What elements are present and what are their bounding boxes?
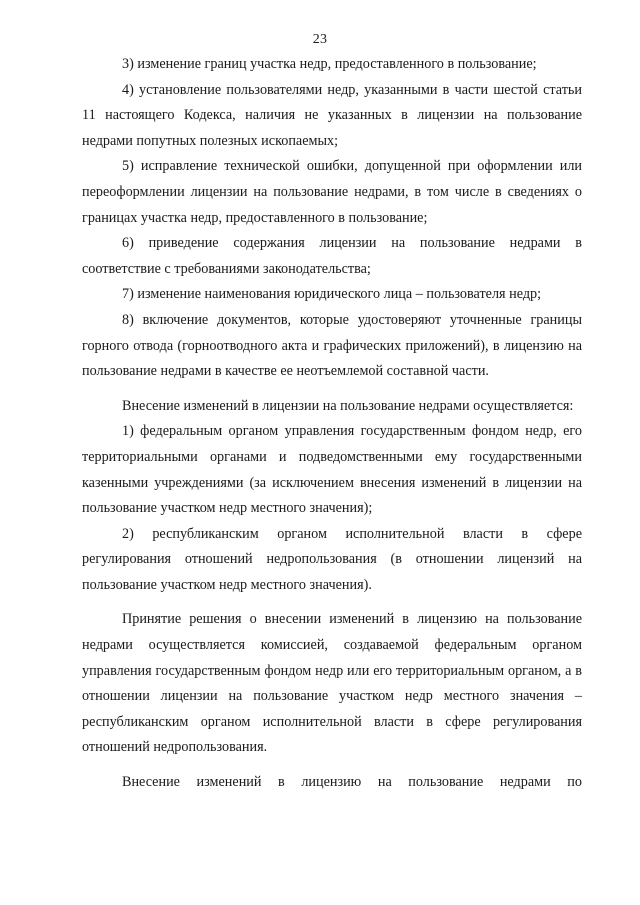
paragraph-decision-commission: Принятие решения о внесении изменений в лицензию на пользование недрами осуществляется комиссией, создаваемой федеральным органом управления государственным фондом недр или его территориальным органом, а в отношении лицензии на пользование участком недр местного значения – республиканским органом исполнительной власти в сфере регулирования отношений недропользования. xyxy=(82,611,582,756)
paragraph-continued: Внесение изменений в лицензию на пользование недрами по xyxy=(122,774,582,791)
page-number: 23 xyxy=(312,32,328,47)
paragraph-item-7: 7) изменение наименования юридического лица – пользователя недр; xyxy=(122,286,542,303)
paragraph-item-3: 3) изменение границ участка недр, предоставленного в пользование; xyxy=(122,56,537,72)
paragraph-item-5: 5) исправление технической ошибки, допущенной при оформлении или переоформлении лицензии на пользование недрами, в том числе в сведениях о границах участка недр, предоставленного в пользование; xyxy=(82,158,582,226)
paragraph-republican-body: 2) республиканским органом исполнительной власти в сфере регулирования отношений недропользования (в отношении лицензий на пользование участком недр местного значения). xyxy=(82,525,582,593)
paragraph-item-4: 4) установление пользователями недр, указанными в части шестой статьи 11 настоящего Кодекса, наличия не указанных в лицензии на пользование недрами попутных полезных ископаемых; xyxy=(82,81,582,149)
document-body xyxy=(82,52,582,796)
paragraph-federal-body: 1) федеральным органом управления государственным фондом недр, его территориальными органами и подведомственными ему государственными казенными учреждениями (за исключением внесения изменений в лицензии на пользование участком недр местного значения); xyxy=(82,423,582,517)
paragraph-amendment-intro: Внесение изменений в лицензии на пользование недрами осуществляется: xyxy=(122,397,574,414)
paragraph-item-8: 8) включение документов, которые удостоверяют уточненные границы горного отвода (горноотводного акта и графических приложений), в лицензию на пользование недрами в качестве ее неотъемлемой составной части. xyxy=(82,311,582,380)
paragraph-item-6: 6) приведение содержания лицензии на пользование недрами в соответствие с требованиями законодательства; xyxy=(82,235,582,277)
